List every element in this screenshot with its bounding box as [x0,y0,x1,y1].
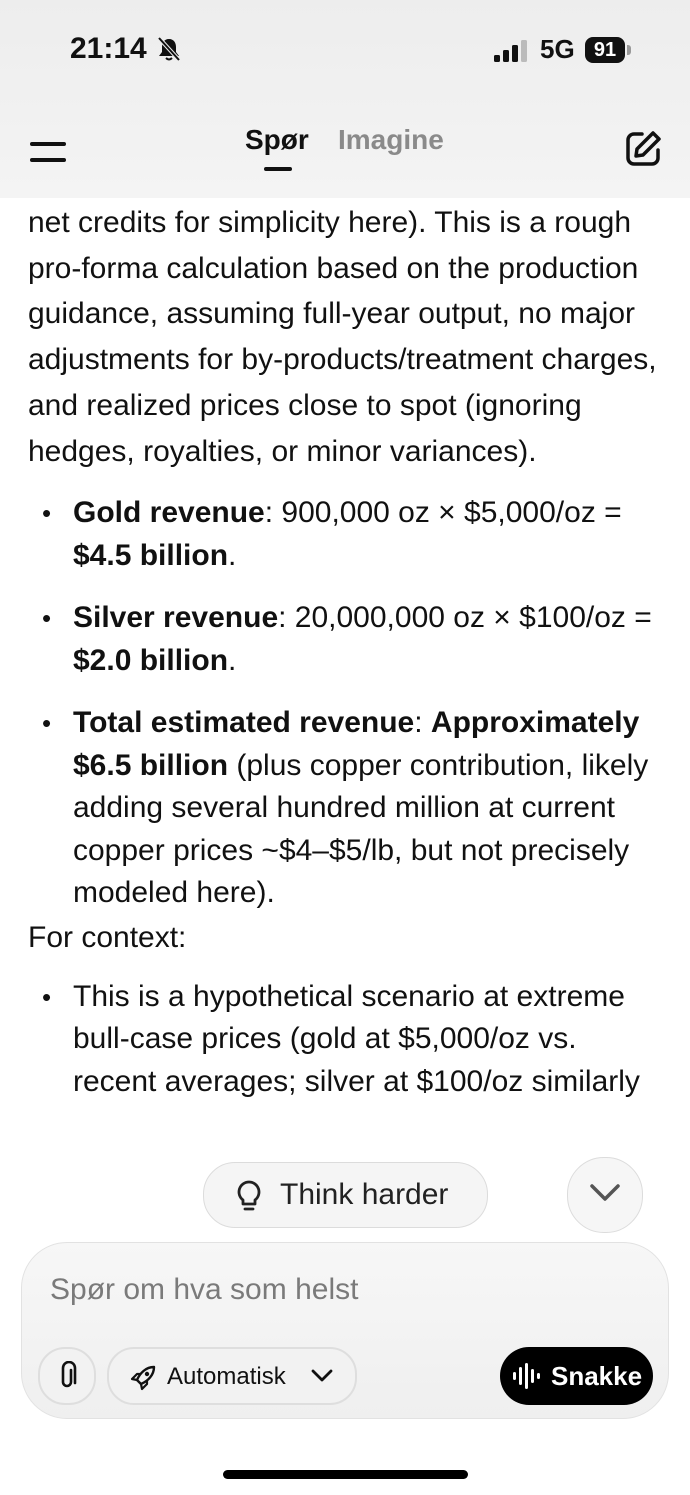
bullet-text: : [414,706,431,740]
intro-paragraph: net credits for simplicity here). This is a rough pro-forma calculation based on the production guidance, assuming full-year output, no major adjustments for by-products/treatment charges, and realized prices close to spot (ignoring hedges, royalties, or minor variances). [28,206,657,468]
assistant-message [28,200,658,1103]
tab-imagine[interactable]: Imagine [338,124,444,155]
bullet-label: Silver revenue [73,601,279,635]
battery-level: 91 [585,37,625,63]
app-header [0,0,690,198]
think-harder-label: Think harder [280,1178,449,1211]
mode-selector[interactable] [107,1347,357,1405]
new-chat-edit-icon[interactable] [622,128,664,170]
think-harder-button[interactable] [203,1162,488,1228]
bullet-value: Approximately $6.5 billion [73,706,640,782]
rocket-icon [129,1364,157,1392]
list-item-context: • This is a hypothetical scenario at extreme bull-case prices (gold at $5,000/oz vs. recent averages; silver at $100/oz similarly [28,976,658,1104]
voice-talk-button[interactable] [500,1347,653,1405]
bullet-value: $2.0 billion [73,643,229,677]
menu-button[interactable] [28,136,68,168]
silent-bell-icon [156,36,182,62]
list-item-total [28,702,658,915]
bullet-tail: . [228,643,237,677]
active-tab-indicator [264,167,292,171]
status-bar [0,0,690,100]
bullet-text: : 20,000,000 oz × $100/oz = [278,601,652,635]
menu-icon-bar-bottom [30,158,66,162]
battery-nub [627,45,631,55]
network-type: 5G [540,34,575,64]
paperclip-icon [55,1361,79,1391]
menu-icon-bar-top [30,142,66,146]
talk-label: Snakke [551,1361,643,1391]
bullet-text: : 900,000 oz × $5,000/oz = [264,496,622,530]
home-indicator[interactable] [223,1470,468,1479]
chevron-down-icon [311,1369,333,1383]
revenue-list [28,492,658,915]
list-item-gold [28,492,658,577]
bullet-tail: (plus copper contribution, likely adding several hundred million at current copper prices ~$4–$5/lb, but not precisely modeled here). [73,748,649,910]
tab-spor[interactable]: Spør [245,124,309,155]
bullet-label: Gold revenue [73,496,265,530]
scroll-to-bottom-button[interactable] [567,1157,643,1233]
mode-label: Automatisk [167,1363,286,1390]
bullet-value: $4.5 billion [73,538,229,572]
prompt-input[interactable] [48,1265,632,1315]
waveform-icon [512,1363,542,1389]
attach-button[interactable] [38,1347,96,1405]
cellular-signal-icon [494,40,530,62]
bullet-tail: . [228,538,237,572]
message-composer [21,1242,669,1419]
list-item-silver [28,597,658,682]
lightbulb-icon [234,1179,264,1213]
status-time: 21:14 [70,32,147,65]
context-list [28,976,658,1104]
bullet-label: Total estimated revenue [73,706,415,740]
context-heading: For context: [28,920,187,954]
chevron-down-icon [589,1182,621,1204]
